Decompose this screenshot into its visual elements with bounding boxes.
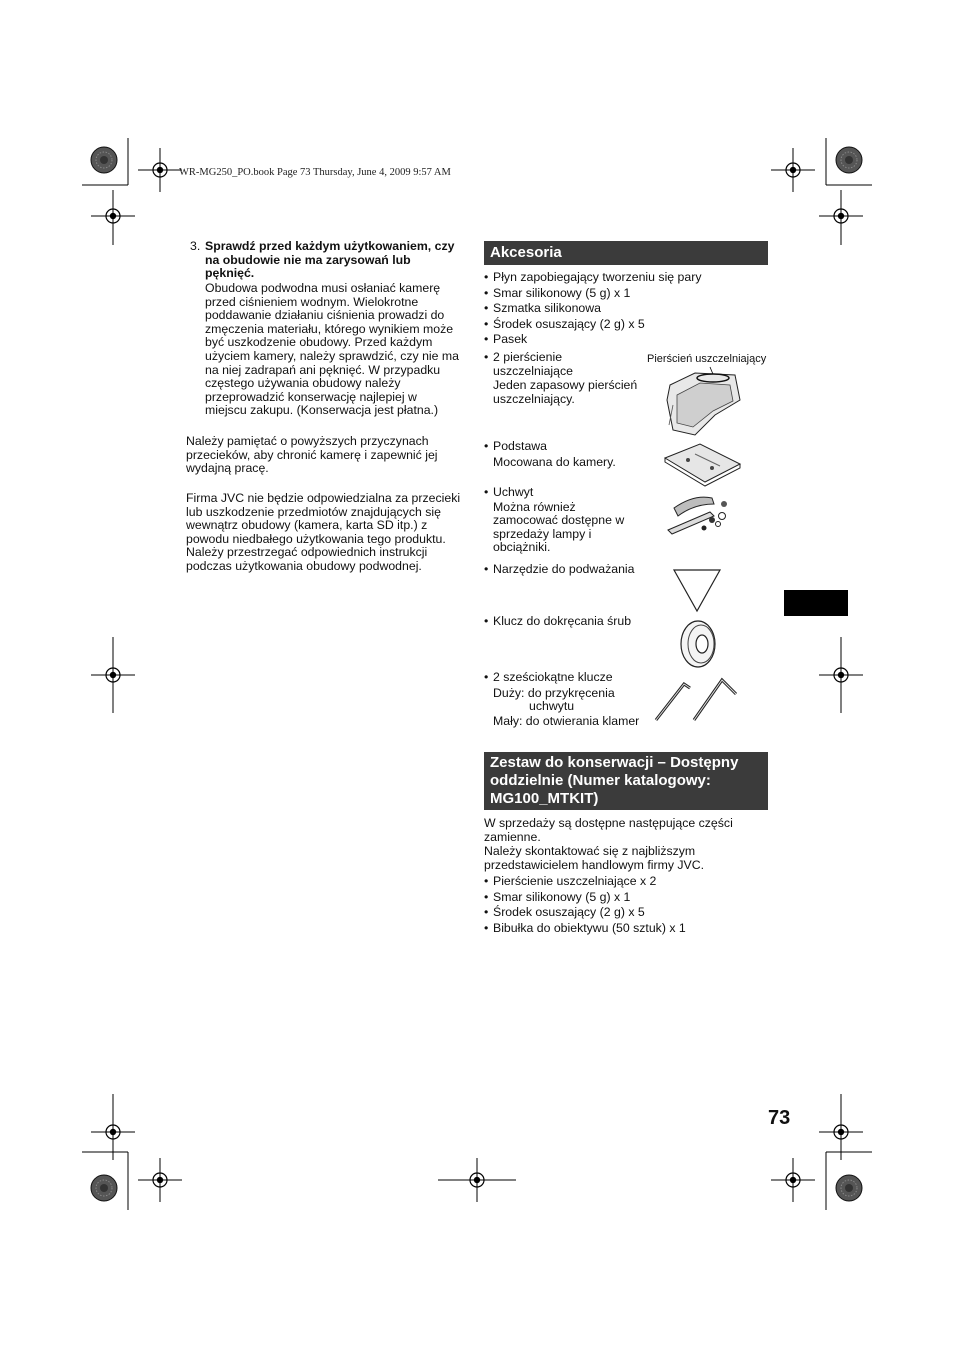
list-item: • Pasek — [484, 333, 764, 347]
item-desc-line: uchwytu — [529, 699, 575, 714]
paragraph-line: Należy pamiętać o powyższych przyczynach — [186, 434, 429, 448]
step-body-line: przeprowadzić konserwację najlepiej w — [205, 389, 417, 404]
base-plate-illustration — [660, 440, 745, 485]
housing-oring-illustration — [655, 365, 745, 440]
maintenance-intro — [484, 817, 774, 872]
item-desc: Mocowana do kamery. — [493, 454, 616, 469]
item-desc-line: obciążniki. — [493, 540, 551, 555]
paragraph-line: zamienne. — [484, 829, 541, 844]
step-body-line: Obudowa podwodna musi osłaniać kamerę — [205, 281, 441, 295]
item-title: • 2 sześciokątne klucze — [493, 670, 613, 684]
liability-paragraph — [186, 492, 481, 574]
list-item: • Środek osuszający (2 g) x 5 — [484, 318, 764, 332]
item-title: • Uchwyt — [493, 485, 534, 499]
item-desc-line: Jeden zapasowy pierścień — [493, 378, 638, 393]
item-title: • Podstawa — [493, 439, 548, 453]
item-title-line: • 2 pierścienie — [493, 350, 563, 364]
oring-image-label: Pierścień uszczelniający — [647, 353, 767, 365]
item-desc-line: zamocować dostępne w — [493, 513, 625, 528]
list-item: • Szmatka silikonowa — [484, 302, 764, 316]
list-item — [484, 440, 654, 469]
list-item — [484, 671, 664, 728]
step-title-line: pęknięć. — [205, 266, 255, 281]
paragraph-line: przedstawicielem handlowym firmy JVC. — [484, 857, 705, 872]
pry-tool-item — [484, 563, 654, 577]
paragraph-line: wewnątrz obudowy (kamera, karta SD itp.) z — [186, 518, 428, 533]
step-title — [205, 240, 480, 281]
step-body-line: poddawanie działaniu ciśnienia prowadzi do — [205, 308, 445, 323]
step-body-line: przed ciśnieniem wodnym. Wielokrotne — [205, 294, 419, 309]
step-body — [205, 282, 480, 418]
list-item: • Narzędzie do podważania — [484, 563, 654, 577]
hex-keys-illustration — [652, 676, 742, 726]
file-info-header: WR-MG250_PO.book Page 73 Thursday, June 4, 2009 9:57 AM — [179, 167, 451, 178]
leak-reminder-paragraph — [186, 435, 481, 476]
section-tab-marker — [784, 590, 848, 616]
step-title-line: na obudowie nie ma zarysowań lub — [205, 252, 411, 267]
accessories-heading: Akcesoria — [484, 241, 768, 265]
registration-mark — [836, 147, 862, 173]
wrench-illustration — [674, 618, 724, 670]
list-item: • Smar silikonowy (5 g) x 1 — [484, 891, 774, 905]
base-item — [484, 440, 654, 469]
list-item: • Klucz do dokręcania śrub — [484, 615, 654, 629]
handle-item — [484, 486, 654, 555]
item-desc-line: uszczelniający. — [493, 391, 575, 406]
paragraph-line: wydajną pracę. — [186, 461, 269, 476]
list-item: • Bibułka do obiektywu (50 sztuk) x 1 — [484, 922, 774, 936]
step-body-line: użyciem kamery, należy sprawdzić, czy nie ma — [205, 348, 459, 363]
wrench-item — [484, 615, 654, 629]
paragraph-line: przecieków, aby chronić kamerę i zapewnić jej — [186, 447, 438, 462]
heading-line: Zestaw do konserwacji – Dostępny — [490, 754, 739, 771]
list-item: • Smar silikonowy (5 g) x 1 — [484, 287, 764, 301]
registration-mark — [836, 1175, 862, 1201]
hex-keys-item — [484, 671, 664, 728]
step-body-line: częstego używania obudowy należy — [205, 376, 401, 391]
step-body-line: być uszkodzenie obudowy. Przed każdym — [205, 335, 433, 350]
item-desc-line: Duży: do przykręcenia — [493, 685, 615, 700]
step-number: 3. — [190, 239, 201, 253]
paragraph-line: W sprzedaży są dostępne następujące części — [484, 816, 733, 830]
list-item: • Płyn zapobiegający tworzeniu się pary — [484, 271, 764, 285]
handle-illustration — [664, 490, 744, 540]
list-item — [484, 486, 654, 555]
step-title-line: Sprawdź przed każdym użytkowaniem, czy — [205, 239, 455, 253]
pry-tool-illustration — [670, 566, 725, 616]
accessories-list — [484, 271, 764, 347]
list-item — [484, 351, 654, 406]
heading-line: MG100_MTKIT) — [490, 790, 599, 807]
list-item: • Pierścienie uszczelniające x 2 — [484, 875, 774, 889]
paragraph-line: Należy przestrzegać odpowiednich instrukcji — [186, 545, 428, 560]
oring-item — [484, 351, 654, 406]
registration-mark — [91, 147, 117, 173]
page-number: 73 — [768, 1107, 791, 1129]
registration-mark — [91, 1175, 117, 1201]
step-body-line: zmęczenia materiału, którego wynikiem może — [205, 321, 454, 336]
item-desc-line: Mały: do otwierania klamer — [493, 713, 640, 728]
maintenance-kit-heading — [484, 752, 768, 810]
list-item: • Środek osuszający (2 g) x 5 — [484, 906, 774, 920]
paragraph-line: powodu niedbałego użytkowania tego produktu. — [186, 531, 446, 546]
paragraph-line: Firma JVC nie będzie odpowiedzialna za przecieki — [186, 491, 461, 505]
item-title-line: uszczelniające — [493, 363, 573, 378]
item-desc-line: sprzedaży lampy i — [493, 526, 592, 541]
heading-line: oddzielnie (Numer katalogowy: — [490, 772, 711, 789]
step-body-line: na niej zadrapań ani pęknięć. W przypadku — [205, 362, 441, 377]
paragraph-line: lub uszkodzenie przedmiotów znajdujących się — [186, 504, 441, 519]
item-desc-line: Można również — [493, 499, 576, 514]
maintenance-list — [484, 875, 774, 935]
step-body-line: miejscu zakupu. (Konserwacja jest płatna.) — [205, 403, 439, 418]
paragraph-line: Należy skontaktować się z najbliższym — [484, 844, 696, 859]
paragraph-line: podczas użytkowania obudowy podwodnej. — [186, 558, 422, 573]
